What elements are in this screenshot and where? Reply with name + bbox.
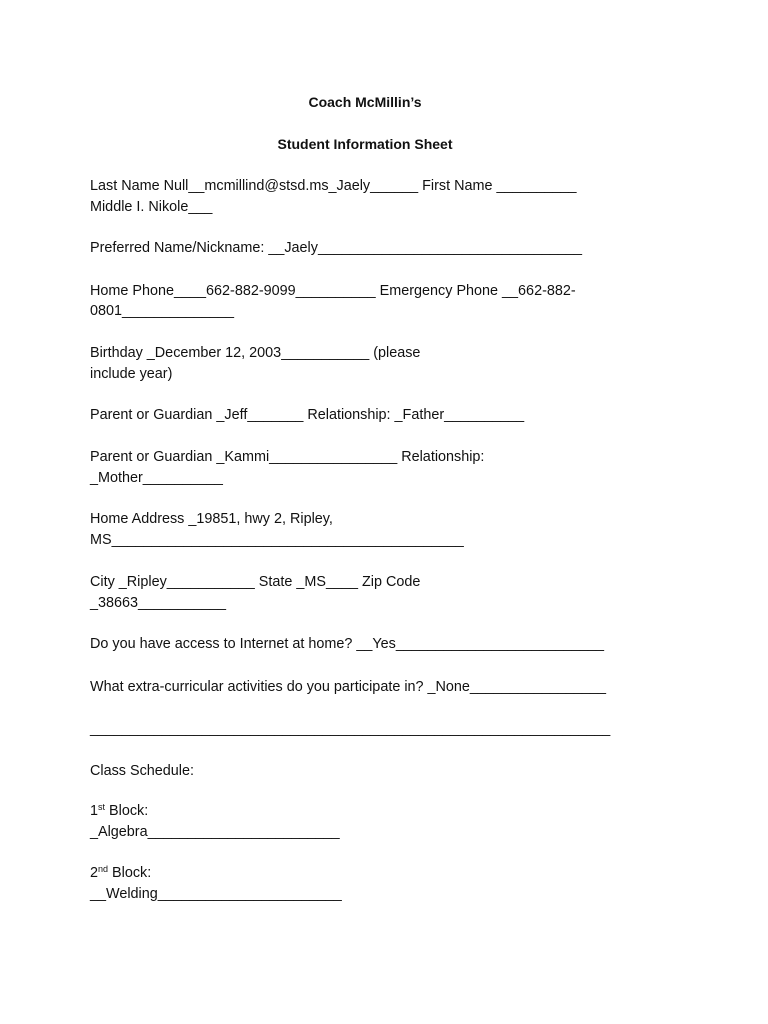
phone-line-2: 0801______________ (90, 303, 235, 319)
block-1-number: 1 (90, 803, 99, 819)
nickname-line: Preferred Name/Nickname: __Jaely_________________________________ (90, 240, 583, 256)
address-line-2: MS____________________________________________ (90, 532, 464, 548)
birthday-line-2: include year) (90, 366, 173, 382)
phone-line-1: Home Phone____662-882-9099__________ Emergency Phone __662-882- (90, 283, 576, 299)
block-1-text: Block: (105, 803, 149, 819)
city-line-2: _38663___________ (90, 595, 227, 611)
block-1-ordinal: st (98, 802, 106, 812)
block-2-value: __Welding_______________________ (90, 886, 342, 902)
address-line-1: Home Address _19851, hwy 2, Ripley, (90, 511, 333, 527)
name-line-2: Middle I. Nikole___ (90, 199, 213, 215)
guardian-1-line: Parent or Guardian _Jeff_______ Relationship: _Father__________ (90, 407, 525, 423)
page-subtitle: Student Information Sheet (277, 136, 453, 152)
block-1-label (90, 802, 148, 820)
block-1-value: _Algebra________________________ (90, 824, 340, 840)
block-2-label (90, 864, 151, 882)
block-2-number: 2 (90, 865, 99, 881)
block-2-text: Block: (108, 865, 152, 881)
internet-line: Do you have access to Internet at home? __Yes__________________________ (90, 636, 604, 652)
guardian-2-line-2: _Mother__________ (90, 470, 223, 486)
activities-blank-line: _________________________________________________________________ (90, 721, 611, 737)
class-schedule-label: Class Schedule: (90, 763, 194, 779)
block-2-ordinal: nd (98, 864, 109, 874)
name-line-1: Last Name Null__mcmillind@stsd.ms_Jaely______ First Name __________ (90, 178, 577, 194)
birthday-line-1: Birthday _December 12, 2003___________ (please (90, 345, 421, 361)
activities-line: What extra-curricular activities do you participate in? _None_________________ (90, 679, 606, 695)
city-line-1: City _Ripley___________ State _MS____ Zip Code (90, 574, 421, 590)
page-title: Coach McMillin’s (308, 94, 422, 110)
guardian-2-line-1: Parent or Guardian _Kammi________________ Relationship: (90, 449, 485, 465)
